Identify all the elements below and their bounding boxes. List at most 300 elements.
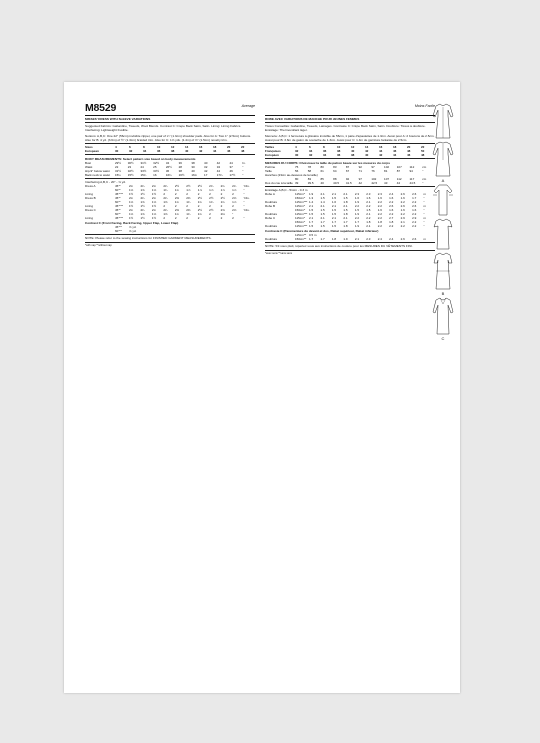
table-cell: 1½ [140,191,145,196]
table-cell: 31½ [115,168,121,173]
table-cell: 2.1 [343,215,348,220]
row-label: Back neck to waist [85,172,110,177]
table-cell: 2.2 [366,215,371,220]
table-cell: 1⅞ [186,187,191,192]
table-cell: 30 [295,153,299,157]
table-cell: 46 [229,168,233,173]
table-cell: 1.6 [412,207,417,212]
table-cell [152,229,163,233]
table-cell: 2.3 [366,237,371,241]
table-cell: 34 [165,160,170,165]
table-cell: 40 [191,168,195,173]
table-cell: 2.9 [412,215,417,220]
table-cell: 2.2 [412,199,417,204]
table-cell: 2.3 [377,191,382,196]
table-cell: 2 [220,191,223,196]
table-cell: 2⅜ [186,195,191,200]
divider [265,250,435,251]
table-cell: 28 [178,164,182,169]
table-cell: 2½ [186,183,191,188]
french-column [265,102,435,256]
yardage-table [85,184,255,220]
table-cell: 1.6 [377,207,382,212]
table-cell: 48 [407,149,411,153]
table-cell: 48 [421,153,425,157]
table-cell: 56 [295,168,299,173]
table-cell: 1¾ [186,199,191,204]
row-label: Dos du cou à la taille [265,180,293,185]
table-cell: 2.1 [331,203,337,208]
sizes-table [85,145,255,153]
yardage-table-fr [265,192,435,228]
table-cell: 22 [115,164,119,169]
table-cell: 2.3 [354,191,359,196]
table-cell: 1⅝ [163,211,168,216]
table-cell: 2.6 [400,191,405,196]
table-cell: 1½ [140,215,145,220]
fabric-width: 45"*** [115,215,123,220]
table-cell: 2½ [174,183,179,188]
table-cell: 2.6 [389,203,394,208]
table-cell: 92 [358,164,362,169]
table-cell: 32½ [127,168,134,173]
table-cell: " [423,211,425,216]
table-cell: 1⅝ [163,199,168,204]
table-cell: 16 [379,145,383,149]
table-cell: 1.5 [366,207,371,212]
table-cell: " [423,223,425,228]
table-cell: " [423,219,425,224]
table-cell [186,229,197,233]
table-cell: cm [422,164,427,169]
table-cell: 12 [351,145,355,149]
table-cell: 2 [174,215,177,220]
table-cell: 2.2 [412,223,417,228]
table-cell: 2 [232,215,234,220]
table-cell: 46 [393,149,397,153]
table-cell: 1.9 [354,223,359,228]
table-cell: 2¼ [163,207,168,212]
table-cell: 16 [153,172,157,177]
table-cell: 2.1 [309,215,314,220]
table-cell: 17¼ [216,172,223,177]
table-cell: 85 [320,176,324,181]
table-cell: " [232,211,234,216]
table-cell: 10 [337,145,341,149]
fabric-width: 150cm* [295,219,306,224]
row-label: Dress B [85,195,96,200]
table-cell: 18 [213,145,217,149]
contrast-title-fr: Contraste C (Parementure du devant et dos, Rabat supérieur, Rabat inférieur) [265,229,379,233]
table-cell: 1⅞ [197,187,202,192]
table-cell: 16 [199,145,203,149]
row-label: Doublure [265,223,278,228]
table-cell: 2.1 [320,191,325,196]
table-cell: 67 [345,168,350,173]
row-label: Bust [85,160,92,165]
table-cell: 6 [309,145,311,149]
table-cell: 2.1 [366,199,371,204]
fabric-width: 150cm* [295,207,306,212]
body-measurements-title-fr: MESURES DU CORPS: Choisissez la taille du patron basée sur les mesures du corps [265,160,390,165]
table-cell: 2.2 [400,211,405,216]
table-cell: 46 [407,153,411,157]
row-label: Taille [265,168,272,173]
table-cell: 88 [333,176,337,181]
table-cell: 2.6 [412,191,417,196]
table-cell: 1.5 [331,211,337,216]
table-cell: 2¼ [140,207,145,212]
table-cell: 30 [191,164,195,169]
table-cell: 44 [396,180,401,185]
table-cell: 2 [197,215,200,220]
table-cell: 75 [295,164,299,169]
table-cell: 20 [227,145,231,149]
fabric-width: 150cm** [295,237,307,241]
table-cell: 2⅜ [174,207,179,212]
table-cell: 16¾ [191,172,198,177]
table-cell: 2 [209,215,211,220]
table-cell: 2½ [220,195,225,200]
table-cell: 2.6 [412,203,417,208]
table-cell: 1.4 [309,199,314,204]
table-cell: " [243,187,245,192]
divider [85,154,255,155]
table-cell: 1¾ [197,211,202,216]
notions-text-fr: Mercerie: A,B,C: 1 fermeture à glissière invisible de 56cm, 1 paire d'épaulettes de 1.3cm. Aussi pour A: 2 boutons de 2.5cm. Aussi pour B: 3.6m de galon de soutache de 1.3cm. Aussi pour C: 1.4m de garniture fantaisie de 2.5cm. [265,133,435,142]
divider [265,158,435,159]
table-cell: 17½ [229,172,236,177]
table-cell: 15¼ [115,172,121,177]
table-cell: 16½ [178,172,185,177]
table-cell: 1¾ [220,199,225,204]
table-cell: 39 [295,180,299,185]
table-cell: 14 [185,145,189,149]
table-cell: 44 [393,153,397,157]
table-cell: 1.6 [331,199,337,204]
table-cell: 32 [129,149,133,153]
table-cell [209,229,220,233]
footnote: *with nap **without nap [85,243,112,247]
row-label: Tailles [265,145,275,149]
table-cell: 1.7 [331,219,337,224]
table-cell: 2.1 [320,215,325,220]
table-cell: 1.5 [320,223,325,228]
table-cell: 1.6 [400,207,405,212]
divider [85,178,255,179]
table-cell: 92 [345,176,350,181]
row-label: Lining [85,203,94,208]
table-cell: Yds. [243,195,250,200]
table-cell: 2¾ [220,183,225,188]
table-cell: Yds. [243,183,250,188]
table-cell: m [423,191,427,196]
fabric-width: 45"* [115,207,121,212]
table-cell: 1⅞ [220,187,225,192]
table-cell: 2½ [197,195,202,200]
table-cell: 36 [157,149,161,153]
row-label: Dress A [85,183,96,188]
table-cell: 1.9 [354,211,359,216]
table-cell: 2 [220,203,223,208]
table-cell: 1.7 [343,219,348,224]
table-cell: 2⅝ [232,195,237,200]
table-cell: 44 [379,149,383,153]
table-cell: 2 [163,203,166,208]
table-cell [232,229,243,233]
table-cell: 2.2 [366,203,371,208]
table-cell: 71 [358,168,362,173]
table-cell: 2.1 [343,203,348,208]
table-cell: 1.7 [354,219,359,224]
table-cell: 14 [365,145,369,149]
table-cell: 107 [396,164,402,169]
table-cell: 2¼ [129,195,134,200]
table-cell: 2.1 [331,215,337,220]
table-cell: 2 [197,203,200,208]
table-cell: 2.2 [389,199,394,204]
table-cell: 1.5 [309,207,314,212]
body-measurements-title: BODY MEASUREMENTS: Select pattern size based on body measurements [85,156,196,161]
table-cell: 2 [186,203,188,208]
table-cell: 15¾ [140,172,147,177]
body-measurements-table-fr [265,165,435,185]
table-cell: 2 [174,203,177,208]
divider [265,122,435,123]
table-cell: 1.5 [309,211,314,216]
table-cell: 2.4 [389,191,394,196]
table-cell: 102 [384,164,390,169]
table-cell: 2.4 [377,237,382,241]
table-cell: 2.2 [389,211,394,216]
row-label: Lining [85,215,94,220]
table-cell: 34 [323,153,327,157]
table-cell: 1¾ [174,187,179,192]
table-cell: 2 [186,215,188,220]
fabric-width: 115cm* [295,203,305,208]
table-cell: 2¼ [163,195,168,200]
table-cell: m [423,215,427,220]
table-cell: 2 [209,211,211,216]
table-cell: 1.8 [366,219,371,224]
table-cell: 40 [320,180,324,185]
table-cell: 1⅝ [140,199,145,204]
table-cell: 1.6 [377,195,382,200]
row-label: Hanches (23cm au-dessous de la taille) [265,172,318,177]
table-cell: 58 [307,168,312,173]
table-cell: 33½ [140,168,147,173]
table-cell: 1.6 [366,195,371,200]
table-cell: 16¼ [165,172,172,177]
table-cell: 2.4 [389,237,394,241]
dress-c-drawing [432,296,454,336]
table-cell: 1½ [129,203,134,208]
table-cell: cm [422,176,427,181]
table-cell: 1.8 [343,211,348,216]
table-cell: 2.1 [400,219,405,224]
table-cell: 38 [337,149,341,153]
table-cell: 2.1 [343,191,348,196]
table-cell: 94 [409,168,413,173]
table-cell: 32½ [153,160,159,165]
table-cell: 46 [227,149,231,153]
table-row [85,229,255,233]
table-row [265,224,435,228]
table-cell: 81 [384,168,388,173]
contrast-title: Contrast C (Front Facing, Back Facing, Upper Flap, Lower Flap) [85,221,179,225]
table-cell: 1½ [129,215,134,220]
pattern-title: MISSES' DRESS WITH SLEEVE VARIATIONS [85,117,151,121]
table-cell: 2 [209,203,211,208]
row-label: Robe C [265,215,276,220]
table-cell: 2⅛ [220,211,225,216]
table-cell: " [422,180,424,185]
table-cell: 31½ [140,160,147,165]
table-cell: 1.5 [320,211,325,216]
table-row [265,181,435,185]
table-cell: 22 [421,145,425,149]
table-cell: 2.2 [412,211,417,216]
table-cell: 1.7 [412,195,417,200]
table-cell: 2.1 [309,203,314,208]
table-cell: 1.7 [309,237,314,241]
table-row [265,237,435,241]
fabric-width: 115cm* [295,215,305,220]
table-cell: 17 [204,172,208,177]
table-cell: 1.9 [309,191,314,196]
table-cell: 36 [323,149,327,153]
fabric-width: 45"* [115,195,121,200]
fabric-width: 115cm** [295,233,307,237]
table-cell: 1¾ [174,211,179,216]
table-cell: 24 [140,164,144,169]
table-cell: In. [242,160,246,165]
table-cell: 10 [157,145,161,149]
table-cell: 1.3 [309,195,314,200]
table-cell: 87 [396,168,401,173]
row-label: European [85,149,99,153]
table-cell: 1.5 [309,223,314,228]
table-cell: 1.8 [343,199,348,204]
table-cell: 2.2 [377,223,382,228]
table-cell: 2.1 [366,223,371,228]
table-cell: " [242,164,244,169]
row-label [85,229,115,233]
table-cell: 2.2 [400,199,405,204]
table-cell: 1.6 [389,207,394,212]
table-cell: 2¼ [151,183,157,188]
dress-a-front-drawing [432,102,454,140]
table-cell: 0.5 m [309,233,317,237]
table-cell: 2.6 [400,237,405,241]
table-cell: 1¾ [186,211,191,216]
table-cell [175,229,186,233]
table-cell: 2½ [209,207,214,212]
table-cell: 38 [171,149,175,153]
table-cell: 2¾ [232,183,237,188]
pattern-envelope-back [64,82,460,693]
table-cell: 42 [204,168,208,173]
table-cell [140,229,151,233]
table-cell: 2.6 [412,237,417,241]
table-cell: 34½ [153,168,159,173]
table-cell: 20 [407,145,411,149]
table-cell: " [423,199,425,204]
table-cell: 30½ [127,160,134,165]
table-cell: 2¼ [151,207,157,212]
table-cell: ⅝ yd. [129,229,137,233]
table-cell: 2 [174,191,177,196]
table-cell: 1.8 [389,219,394,224]
european-row [265,153,435,157]
table-cell: 2.2 [354,203,359,208]
dress-a-back-drawing [432,140,454,178]
table-cell: 2.2 [377,203,382,208]
divider [265,143,435,144]
table-cell: 2.2 [412,219,417,224]
table-cell: 43 [384,180,388,185]
table-cell: 1¾ [197,199,202,204]
fabrics-text: Suggested Fabrics: Gabardine, Tweeds, Wool Blends. Contrast C: Crepe Back Satin, Satin. Lining: Lining Fabrics. Interfacing: Lightweight Fusible. [85,124,242,132]
body-measurements-table [85,161,255,177]
table-cell: 44 [229,160,233,165]
table-cell: 1.5 [331,195,337,200]
divider [85,122,255,123]
row-label: Poitrine [265,164,276,169]
table-cell: 40 [351,149,355,153]
table-cell: 102 [371,176,377,181]
table-cell [244,229,255,233]
table-cell: 1.5 [354,207,359,212]
table-cell: 48 [241,149,245,153]
table-cell: 2 [197,191,200,196]
table-cell: " [243,191,245,196]
view-c-label: C [441,336,445,341]
table-cell: 80 [295,176,299,181]
table-cell: 2½ [197,183,202,188]
row-label: Waist [85,164,93,169]
table-cell: " [422,168,424,173]
table-cell: 23 [127,164,132,169]
table-cell: 1¾ [163,187,168,192]
table-cell: 2⅜ [186,207,191,212]
table-cell: 2 [163,191,166,196]
table-cell: 30 [115,149,119,153]
notions-text: Notions: A,B,C: One 22" (56cm) invisible zipper, one pair of ¼" (1.3cm) shoulder pads. Also for A: Two 1" (2.5cm) buttons. Also for B: 4 yd. (3.6m) of ½" (1.3cm) braided trim. Also for C: 1⅝ yds. (1.4m) of ⅝" (1.5cm) novelty trim. [85,133,252,142]
table-cell: 1½ [151,203,157,208]
table-cell: 64 [333,168,337,173]
table-cell: 1.6 [400,195,405,200]
table-cell: 2 [163,215,166,220]
table-cell: 2¼ [140,183,145,188]
fabric-width: 45"*** [115,203,123,208]
dress-b-full-drawing [432,251,454,291]
table-cell: 36 [337,153,341,157]
table-cell: 36 [178,160,182,165]
table-cell: 34 [309,149,313,153]
table-cell: 40 [365,153,369,157]
table-cell: 2½ [197,207,202,212]
table-cell: 38 [191,160,195,165]
table-cell: ⅝ yd. [129,225,137,229]
table-cell: 8 [323,145,325,149]
table-cell: 1⅝ [129,187,134,192]
table-cell: 1½ [151,191,157,196]
table-cell: 2¼ [140,195,145,200]
table-cell: 2.2 [400,223,405,228]
table-cell: 61 [320,168,324,173]
table-cell: 1½ [129,191,134,196]
